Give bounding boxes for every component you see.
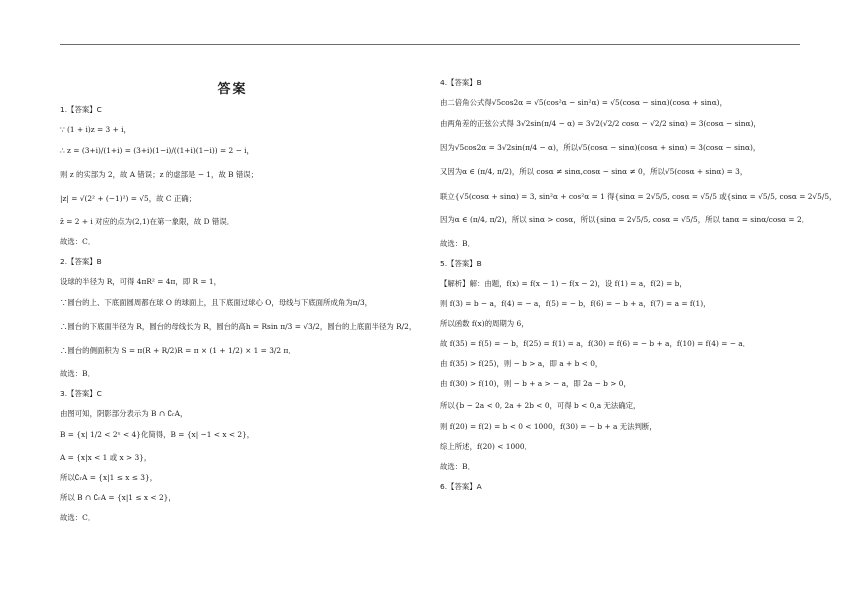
- solution-line: 所以{b − 2a < 0, 2a + 2b < 0，可得 b < 0,a 无法确定，: [440, 401, 641, 410]
- solution-line: z̄ = 2 + i 对应的点为(2,1)在第一象限，故 D 错误．: [60, 217, 235, 226]
- solution-line: ∵ (1 + i)z = 3 + i，: [60, 125, 131, 134]
- solution-line: 所以∁ᵣA = {x|1 ≤ x ≤ 3}，: [60, 473, 158, 482]
- solution-line: ∴圆台的下底面半径为 R，圆台的母线长为 R，圆台的高h = Rsin π/3 = √3/2，圆台的上底面半径为 R/2，: [60, 322, 417, 331]
- answer-1-heading: 1.【答案】C: [60, 105, 102, 114]
- left-column: [60, 70, 417, 533]
- solution-line: 综上所述，f(20) < 1000．: [440, 442, 532, 451]
- solution-line: 设球的半径为 R，可得 4πR² = 4π，即 R = 1，: [60, 277, 221, 286]
- answer-6-heading: 6.【答案】A: [440, 482, 482, 491]
- answer-4-heading: 4.【答案】B: [440, 78, 482, 87]
- answer-5-heading: 5.【答案】B: [440, 259, 482, 268]
- solution-line: 故选：C．: [60, 237, 96, 246]
- solution-line: 由图可知，阴影部分表示为 B ∩ ∁ᵣA，: [60, 409, 188, 418]
- solution-line: A = {x|x < 1 或 x > 3}，: [60, 453, 152, 462]
- right-column: [440, 78, 837, 502]
- answer-2-heading: 2.【答案】B: [60, 257, 102, 266]
- solution-line: 故选：C．: [60, 513, 96, 522]
- solution-line: 因为α ∈ (π/4, π/2)，所以 sinα > cosα，所以{sinα = 2√5/5, cosα = √5/5，所以 tanα = sinα/cosα = 2．: [440, 215, 810, 224]
- solution-line: ∵圆台的上、下底面圆周都在球 O 的球面上，且下底面过球心 O，母线与下底面所成角为π/3，: [60, 298, 373, 307]
- solution-line: 由两角差的正弦公式得 3√2sin(π/4 − α) = 3√2(√2/2 cosα − √2/2 sinα) = 3(cosα − sinα)，: [440, 119, 761, 128]
- solution-line: ∴圆台的侧面积为 S = π(R + R/2)R = π × (1 + 1/2) × 1 = 3/2 π．: [60, 346, 296, 355]
- solution-line: 则 f(20) = f(2) = b < 0 < 1000，f(30) = − b + a 无法判断，: [440, 422, 657, 431]
- solution-line: 故选：B．: [440, 462, 475, 471]
- solution-line: |z| = √(2² + (−1)²) = √5，故 C 正确；: [60, 194, 197, 203]
- solution-line: 由 f(35) > f(25)，则 − b > a，即 a + b < 0，: [440, 359, 603, 368]
- solution-line: 故选：B．: [60, 369, 95, 378]
- solution-line: 所以函数 f(x)的周期为 6，: [440, 319, 529, 328]
- solution-line: 又因为α ∈ (π/4, π/2)，所以 cosα ≠ sinα,cosα − sinα ≠ 0，所以√5(cosα + sinα) = 3，: [440, 167, 748, 176]
- answer-3-heading: 3.【答案】C: [60, 389, 102, 398]
- solution-line: 所以 B ∩ ∁ᵣA = {x|1 ≤ x < 2}，: [60, 493, 176, 502]
- solution-line: 故选：B．: [440, 239, 475, 248]
- solution-line: 则 z 的实部为 2，故 A 错误；z 的虚部是 − 1，故 B 错误；: [60, 170, 259, 179]
- solution-line: 【解析】解：由题，f(x) = f(x − 1) − f(x − 2)，设 f(1) = a，f(2) = b，: [440, 279, 687, 288]
- header-rule: [60, 44, 800, 45]
- solution-line: ∴ z = (3+i)/(1+i) = (3+i)(1−i)/((1+i)(1−i)) = 2 − i，: [60, 146, 254, 155]
- solution-line: 联立{√5(cosα + sinα) = 3, sin²α + cos²α = 1 得{sinα = 2√5/5, cosα = √5/5 或{sinα = √5/5, cosα = 2√5/5，: [440, 192, 837, 201]
- solution-line: B = {x| 1/2 < 2ˣ < 4}化简得，B = {x| −1 < x < 2}，: [60, 430, 255, 439]
- solution-line: 则 f(3) = b − a，f(4) = − a，f(5) = − b，f(6) = − b + a，f(7) = a = f(1)，: [440, 299, 711, 308]
- page-title: 答案: [217, 82, 248, 97]
- solution-line: 由 f(30) > f(10)，则 − b + a > − a，即 2a − b > 0，: [440, 379, 631, 388]
- solution-line: 由二倍角公式得√5cos2α = √5(cos²α − sin²α) = √5(cosα − sinα)(cosα + sinα)，: [440, 98, 727, 107]
- solution-line: 故 f(35) = f(5) = − b，f(25) = f(1) = a，f(30) = f(6) = − b + a，f(10) = f(4) = − a．: [440, 339, 751, 348]
- solution-line: 因为√5cos2α = 3√2sin(π/4 − α)，所以√5(cosα − sinα)(cosα + sinα) = 3(cosα − sinα)，: [440, 143, 761, 152]
